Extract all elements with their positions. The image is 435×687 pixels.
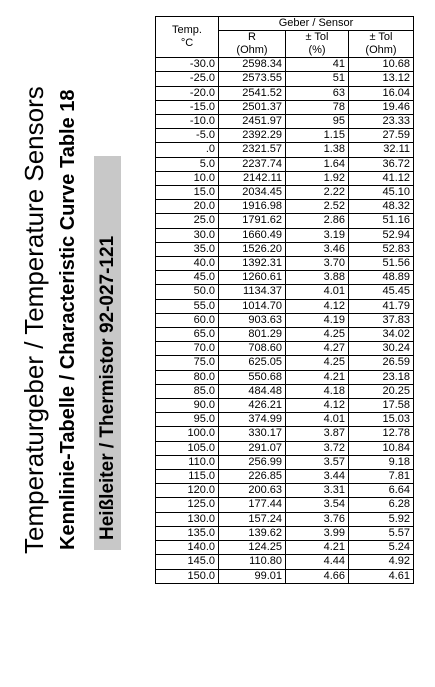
cell-temp: 115.0 — [156, 470, 219, 484]
table-row — [156, 470, 414, 484]
table-row — [156, 342, 414, 356]
cell-resistance: 1260.61 — [219, 271, 286, 285]
table-row — [156, 271, 414, 285]
cell-tol-ohm: 48.89 — [349, 271, 414, 285]
cell-temp: 95.0 — [156, 413, 219, 427]
cell-resistance: 484.48 — [219, 384, 286, 398]
cell-tol-percent: 4.18 — [286, 384, 349, 398]
table-row — [156, 399, 414, 413]
cell-temp: -15.0 — [156, 100, 219, 114]
cell-tol-ohm: 52.94 — [349, 228, 414, 242]
cell-tol-ohm: 13.12 — [349, 72, 414, 86]
cell-tol-percent: 41 — [286, 58, 349, 72]
cell-temp: 70.0 — [156, 342, 219, 356]
cell-tol-percent: 95 — [286, 115, 349, 129]
cell-resistance: 110.80 — [219, 555, 286, 569]
cell-temp: 125.0 — [156, 498, 219, 512]
table-row — [156, 100, 414, 114]
cell-resistance: 157.24 — [219, 512, 286, 526]
cell-temp: 100.0 — [156, 427, 219, 441]
cell-resistance: 2392.29 — [219, 129, 286, 143]
table-row — [156, 441, 414, 455]
cell-temp: 135.0 — [156, 526, 219, 540]
cell-tol-ohm: 51.16 — [349, 214, 414, 228]
cell-resistance: 2451.97 — [219, 115, 286, 129]
cell-tol-percent: 3.87 — [286, 427, 349, 441]
cell-tol-ohm: 5.24 — [349, 541, 414, 555]
table-row — [156, 86, 414, 100]
cell-temp: -5.0 — [156, 129, 219, 143]
cell-tol-percent: 1.38 — [286, 143, 349, 157]
cell-tol-ohm: 27.59 — [349, 129, 414, 143]
cell-tol-ohm: 41.12 — [349, 171, 414, 185]
cell-resistance: 139.62 — [219, 526, 286, 540]
cell-tol-ohm: 9.18 — [349, 455, 414, 469]
cell-resistance: 1392.31 — [219, 257, 286, 271]
cell-tol-percent: 4.21 — [286, 370, 349, 384]
cell-tol-ohm: 6.64 — [349, 484, 414, 498]
table-row — [156, 370, 414, 384]
table-row — [156, 58, 414, 72]
table-row — [156, 356, 414, 370]
table-row — [156, 228, 414, 242]
cell-tol-ohm: 20.25 — [349, 384, 414, 398]
cell-temp: 140.0 — [156, 541, 219, 555]
cell-tol-percent: 3.31 — [286, 484, 349, 498]
cell-tol-percent: 4.44 — [286, 555, 349, 569]
cell-resistance: 330.17 — [219, 427, 286, 441]
cell-tol-percent: 4.19 — [286, 313, 349, 327]
cell-temp: 25.0 — [156, 214, 219, 228]
cell-temp: 55.0 — [156, 299, 219, 313]
col-header-sensor-group: Geber / Sensor — [219, 17, 414, 31]
cell-temp: 120.0 — [156, 484, 219, 498]
table-row — [156, 384, 414, 398]
cell-tol-ohm: 5.57 — [349, 526, 414, 540]
cell-tol-ohm: 17.58 — [349, 399, 414, 413]
table-row — [156, 455, 414, 469]
cell-tol-percent: 3.57 — [286, 455, 349, 469]
cell-tol-ohm: 19.46 — [349, 100, 414, 114]
cell-tol-ohm: 48.32 — [349, 200, 414, 214]
cell-resistance: 1916.98 — [219, 200, 286, 214]
cell-tol-percent: 51 — [286, 72, 349, 86]
table-row — [156, 171, 414, 185]
table-row — [156, 569, 414, 583]
cell-tol-ohm: 45.45 — [349, 285, 414, 299]
cell-resistance: 550.68 — [219, 370, 286, 384]
cell-temp: 90.0 — [156, 399, 219, 413]
cell-tol-percent: 3.88 — [286, 271, 349, 285]
cell-tol-ohm: 16.04 — [349, 86, 414, 100]
cell-temp: -10.0 — [156, 115, 219, 129]
cell-temp: 15.0 — [156, 186, 219, 200]
cell-tol-ohm: 52.83 — [349, 242, 414, 256]
cell-temp: .0 — [156, 143, 219, 157]
cell-temp: 145.0 — [156, 555, 219, 569]
cell-tol-percent: 4.21 — [286, 541, 349, 555]
cell-tol-ohm: 23.33 — [349, 115, 414, 129]
table-row — [156, 115, 414, 129]
cell-resistance: 374.99 — [219, 413, 286, 427]
col-header-temp: Temp. °C — [156, 17, 219, 58]
cell-resistance: 2541.52 — [219, 86, 286, 100]
cell-resistance: 2573.55 — [219, 72, 286, 86]
cell-tol-percent: 78 — [286, 100, 349, 114]
table-row — [156, 200, 414, 214]
cell-resistance: 2237.74 — [219, 157, 286, 171]
cell-tol-percent: 1.15 — [286, 129, 349, 143]
table-row — [156, 285, 414, 299]
cell-resistance: 291.07 — [219, 441, 286, 455]
cell-tol-ohm: 10.68 — [349, 58, 414, 72]
cell-tol-percent: 1.64 — [286, 157, 349, 171]
cell-tol-ohm: 4.92 — [349, 555, 414, 569]
cell-tol-percent: 3.99 — [286, 526, 349, 540]
cell-resistance: 2321.57 — [219, 143, 286, 157]
cell-tol-percent: 4.66 — [286, 569, 349, 583]
cell-temp: 80.0 — [156, 370, 219, 384]
curve-table-title: Kennlinie-Tabelle / Characteristic Curve Table 18 — [57, 89, 79, 550]
cell-temp: 60.0 — [156, 313, 219, 327]
cell-temp: 45.0 — [156, 271, 219, 285]
cell-tol-percent: 2.86 — [286, 214, 349, 228]
cell-resistance: 124.25 — [219, 541, 286, 555]
cell-tol-ohm: 45.10 — [349, 186, 414, 200]
cell-temp: 65.0 — [156, 328, 219, 342]
table-body — [156, 58, 414, 584]
characteristic-curve-table — [155, 16, 414, 584]
cell-tol-ohm: 12.78 — [349, 427, 414, 441]
cell-temp: 30.0 — [156, 228, 219, 242]
cell-tol-ohm: 36.72 — [349, 157, 414, 171]
cell-resistance: 256.99 — [219, 455, 286, 469]
main-title: Temperaturgeber / Temperature Sensors — [19, 86, 49, 554]
cell-tol-ohm: 26.59 — [349, 356, 414, 370]
cell-resistance: 426.21 — [219, 399, 286, 413]
cell-tol-percent: 2.52 — [286, 200, 349, 214]
cell-temp: 85.0 — [156, 384, 219, 398]
cell-tol-percent: 4.25 — [286, 356, 349, 370]
cell-temp: 5.0 — [156, 157, 219, 171]
cell-tol-ohm: 5.92 — [349, 512, 414, 526]
cell-temp: 105.0 — [156, 441, 219, 455]
cell-tol-percent: 4.25 — [286, 328, 349, 342]
cell-tol-percent: 4.27 — [286, 342, 349, 356]
cell-resistance: 1014.70 — [219, 299, 286, 313]
cell-tol-percent: 1.92 — [286, 171, 349, 185]
cell-tol-percent: 63 — [286, 86, 349, 100]
cell-resistance: 1791.62 — [219, 214, 286, 228]
table-row — [156, 157, 414, 171]
table-row — [156, 512, 414, 526]
table-row — [156, 257, 414, 271]
cell-tol-percent: 3.76 — [286, 512, 349, 526]
table-row — [156, 242, 414, 256]
cell-resistance: 1134.37 — [219, 285, 286, 299]
table-row — [156, 413, 414, 427]
table-row — [156, 72, 414, 86]
cell-tol-ohm: 37.83 — [349, 313, 414, 327]
cell-resistance: 801.29 — [219, 328, 286, 342]
table-row — [156, 299, 414, 313]
table-row — [156, 484, 414, 498]
cell-temp: 10.0 — [156, 171, 219, 185]
cell-resistance: 1660.49 — [219, 228, 286, 242]
cell-tol-percent: 3.44 — [286, 470, 349, 484]
col-header-resistance: R (Ohm) — [219, 31, 286, 58]
cell-resistance: 625.05 — [219, 356, 286, 370]
cell-resistance: 2142.11 — [219, 171, 286, 185]
sensor-title: Heißleiter / Thermistor 92-027-121 — [97, 235, 118, 540]
table-row — [156, 526, 414, 540]
cell-temp: 130.0 — [156, 512, 219, 526]
cell-resistance: 177.44 — [219, 498, 286, 512]
cell-temp: -25.0 — [156, 72, 219, 86]
cell-temp: 40.0 — [156, 257, 219, 271]
cell-tol-ohm: 7.81 — [349, 470, 414, 484]
cell-tol-percent: 4.12 — [286, 399, 349, 413]
cell-tol-ohm: 6.28 — [349, 498, 414, 512]
cell-resistance: 903.63 — [219, 313, 286, 327]
cell-resistance: 2598.34 — [219, 58, 286, 72]
cell-resistance: 2501.37 — [219, 100, 286, 114]
table-row — [156, 555, 414, 569]
cell-tol-percent: 3.46 — [286, 242, 349, 256]
cell-temp: 75.0 — [156, 356, 219, 370]
table-row — [156, 214, 414, 228]
cell-tol-ohm: 23.18 — [349, 370, 414, 384]
cell-tol-ohm: 30.24 — [349, 342, 414, 356]
table-row — [156, 313, 414, 327]
cell-temp: 20.0 — [156, 200, 219, 214]
cell-tol-ohm: 15.03 — [349, 413, 414, 427]
cell-tol-ohm: 4.61 — [349, 569, 414, 583]
cell-temp: 110.0 — [156, 455, 219, 469]
cell-tol-percent: 3.19 — [286, 228, 349, 242]
cell-tol-ohm: 34.02 — [349, 328, 414, 342]
cell-tol-ohm: 41.79 — [349, 299, 414, 313]
col-header-tol-ohm: ± Tol (Ohm) — [349, 31, 414, 58]
cell-tol-ohm: 10.84 — [349, 441, 414, 455]
cell-temp: -20.0 — [156, 86, 219, 100]
cell-temp: 50.0 — [156, 285, 219, 299]
cell-tol-percent: 3.72 — [286, 441, 349, 455]
col-header-tol-percent: ± Tol (%) — [286, 31, 349, 58]
cell-resistance: 200.63 — [219, 484, 286, 498]
cell-resistance: 1526.20 — [219, 242, 286, 256]
cell-tol-percent: 2.22 — [286, 186, 349, 200]
cell-resistance: 226.85 — [219, 470, 286, 484]
cell-tol-percent: 3.70 — [286, 257, 349, 271]
table-row — [156, 328, 414, 342]
cell-tol-percent: 4.01 — [286, 413, 349, 427]
table-row — [156, 143, 414, 157]
cell-tol-ohm: 32.11 — [349, 143, 414, 157]
cell-tol-percent: 3.54 — [286, 498, 349, 512]
cell-tol-percent: 4.12 — [286, 299, 349, 313]
cell-tol-ohm: 51.56 — [349, 257, 414, 271]
cell-resistance: 99.01 — [219, 569, 286, 583]
table-row — [156, 427, 414, 441]
cell-tol-percent: 4.01 — [286, 285, 349, 299]
cell-temp: 35.0 — [156, 242, 219, 256]
table-row — [156, 129, 414, 143]
table-row — [156, 541, 414, 555]
cell-temp: -30.0 — [156, 58, 219, 72]
cell-resistance: 2034.45 — [219, 186, 286, 200]
table-row — [156, 186, 414, 200]
cell-temp: 150.0 — [156, 569, 219, 583]
table-row — [156, 498, 414, 512]
cell-resistance: 708.60 — [219, 342, 286, 356]
